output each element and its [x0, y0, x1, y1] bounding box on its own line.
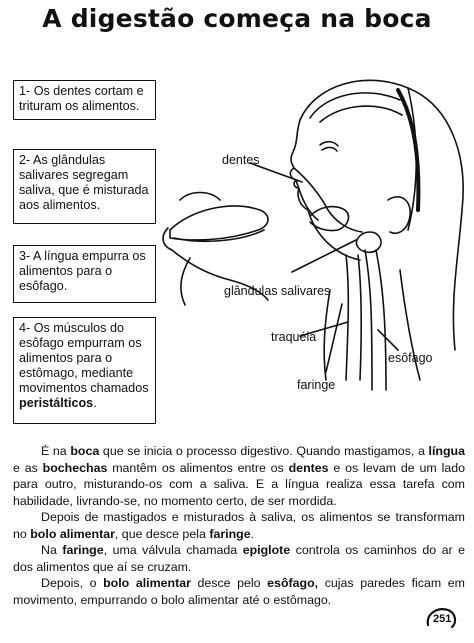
paragraph-3-segment: epiglote [242, 543, 291, 557]
paragraph-1-segment: É na [41, 444, 71, 458]
paragraph-1-segment: dentes [288, 460, 329, 475]
paragraph-1-segment: bochechas [42, 460, 108, 475]
paragraph-4 [13, 575, 465, 608]
paragraph-2-segment: . [250, 526, 255, 541]
paragraph-1-segment: e os levam de um lado para outro, misturando-os com a saliva. E a língua realiza essa tarefa com habilidade, livrando-se, no momento certo, de ser mordida. [13, 460, 466, 508]
paragraph-1-segment: que se inicia o processo digestivo. Quando mastigamos, a [99, 444, 429, 458]
label-dentes: dentes [222, 153, 260, 167]
paragraph-4-segment: cujas paredes ficam em movimento, empurrando o bolo alimentar até o estômago. [13, 576, 465, 607]
paragraph-2 [13, 509, 465, 542]
paragraph-2-segment: bolo alimentar [30, 526, 115, 541]
paragraph-3-segment: faringe [62, 543, 104, 557]
step-box-4 [13, 317, 156, 424]
page-number-text: 251 [433, 613, 452, 625]
face-profile [290, 120, 308, 210]
pointer-esofago [378, 330, 398, 350]
pointer-faringe [326, 304, 342, 372]
body-text [13, 443, 465, 608]
paragraph-3 [13, 542, 465, 575]
trachea [346, 255, 348, 380]
label-traqueia: traquéia [271, 330, 317, 344]
step-box-2 [13, 149, 156, 224]
paragraph-4-segment: desce pelo [190, 576, 268, 590]
paragraph-1-segment: mantêm os alimentos entre os [107, 460, 289, 475]
paragraph-4-segment: esôfago, [267, 576, 319, 590]
paragraph-3-segment: , uma válvula chamada [103, 543, 243, 557]
label-faringe: faringe [297, 378, 336, 392]
paragraph-1-segment: boca [70, 444, 100, 458]
paragraph-4-segment: bolo alimentar [103, 576, 191, 590]
paragraph-2-segment: faringe [209, 526, 251, 541]
step-3-text: 3- A língua empurra os alimentos para o esôfago. [19, 249, 146, 293]
paragraph-3-segment: Na [41, 543, 63, 557]
step-4-text: 4- Os músculos do esôfago empurram os alimentos para o estômago, mediante movimentos chamados [19, 321, 149, 395]
page-title: A digestão começa na boca [42, 4, 432, 33]
esophagus [365, 250, 372, 390]
paragraph-3-segment: controla os caminhos do ar e dos alimentos que aí se cruzam. [13, 543, 465, 574]
label-glandulas: glândulas salivares [224, 284, 331, 298]
label-esofago: esôfago [388, 351, 433, 365]
paragraph-2-segment: , que desce pela [114, 526, 210, 541]
paragraph-1-segment: e as [13, 460, 43, 475]
step-box-3 [13, 245, 156, 303]
hair-outline [300, 80, 463, 350]
salivary-gland [356, 232, 381, 252]
paragraph-2-segment: Depois de mastigados e misturados à saliva, os alimentos se transformam no [13, 510, 465, 541]
girl-eating-illustration [150, 60, 474, 400]
page-number [424, 605, 458, 631]
paragraph-1-segment: língua [428, 444, 466, 458]
paragraph-1 [13, 443, 465, 509]
step-1-text: 1- Os dentes cortam e trituram os alimentos. [19, 84, 144, 113]
step-2-text: 2- As glândulas salivares segregam saliva, que é misturada aos alimentos. [19, 153, 149, 212]
step-4-end: . [93, 396, 97, 410]
hand [180, 193, 220, 201]
step-4-bold: peristálticos [19, 396, 94, 410]
step-box-1 [13, 80, 156, 120]
paragraph-4-segment: Depois, o [41, 576, 104, 590]
